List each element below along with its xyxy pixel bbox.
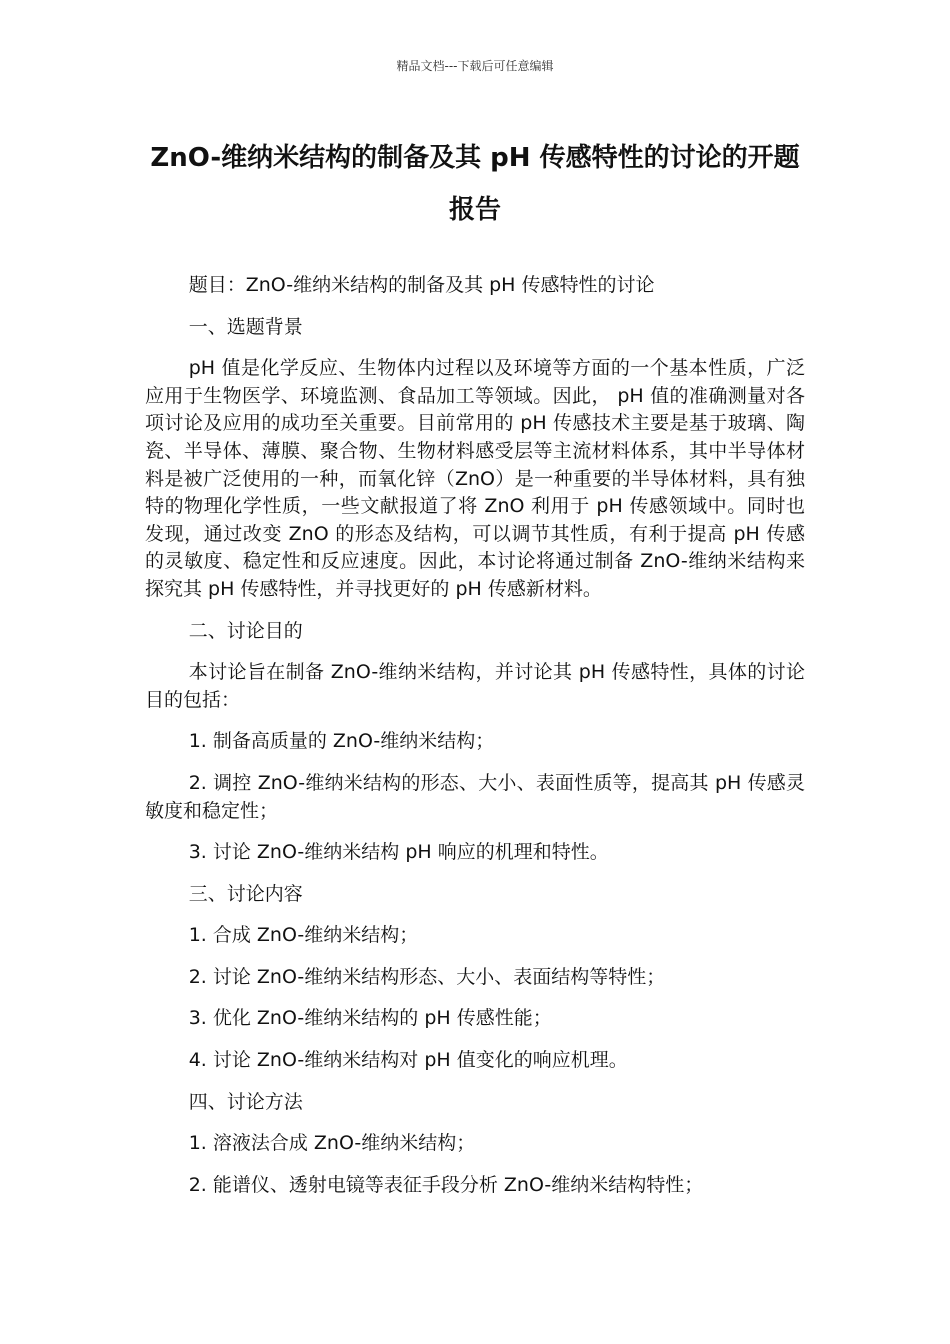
section-heading-method: 四、讨论方法 (188, 1090, 303, 1113)
document-body (145, 272, 805, 1213)
purpose-item: 3. 讨论 ZnO-维纳米结构 pH 响应的机理和特性。 (188, 841, 609, 864)
document-title: ZnO-维纳米结构的制备及其 pH 传感特性的讨论的开题报告 (150, 143, 800, 225)
section-heading-purpose: 二、讨论目的 (188, 619, 303, 642)
content-item: 3. 优化 ZnO-维纳米结构的 pH 传感性能； (188, 1007, 552, 1030)
header-note: 精品文档---下载后可任意编辑 (396, 59, 554, 73)
content-item: 4. 讨论 ZnO-维纳米结构对 pH 值变化的响应机理。 (188, 1049, 628, 1072)
purpose-item: 2. 调控 ZnO-维纳米结构的形态、大小、表面性质等，提高其 pH 传感灵敏度和稳定性； (145, 771, 805, 822)
background-paragraph: pH 值是化学反应、生物体内过程以及环境等方面的一个基本性质，广泛应用于生物医学、环境监测、食品加工等领域。因此， pH 值的准确测量对各项讨论及应用的成功至关重要。目前常用的 pH 传感技术主要是基于玻璃、陶瓷、半导体、薄膜、聚合物、生物材料感受层等主流材料体系，其中半导体材料是被广泛使用的一种，而氧化锌（ZnO）是一种重要的半导体材料，具有独特的物理化学性质，一些文献报道了将 ZnO 利用于 pH 传感领域中。同时也发现，通过改变 ZnO 的形态及结构，可以调节其性质，有利于提高 pH 传感的灵敏度、稳定性和反应速度。因此，本讨论将通过制备 ZnO-维纳米结构来探究其 pH 传感特性，并寻找更好的 pH 传感新材料。 (145, 357, 805, 600)
purpose-intro-paragraph: 本讨论旨在制备 ZnO-维纳米结构，并讨论其 pH 传感特性，具体的讨论目的包括： (145, 661, 805, 711)
section-heading-background: 一、选题背景 (188, 315, 303, 338)
method-item: 2. 能谱仪、透射电镜等表征手段分析 ZnO-维纳米结构特性； (188, 1173, 704, 1196)
topic-line: 题目：ZnO-维纳米结构的制备及其 pH 传感特性的讨论 (188, 274, 655, 296)
content-item: 1. 合成 ZnO-维纳米结构； (188, 924, 419, 947)
section-heading-content: 三、讨论内容 (188, 882, 303, 905)
method-item: 1. 溶液法合成 ZnO-维纳米结构； (188, 1132, 476, 1155)
content-item: 2. 讨论 ZnO-维纳米结构形态、大小、表面结构等特性； (188, 965, 666, 988)
purpose-item: 1. 制备高质量的 ZnO-维纳米结构； (188, 730, 495, 753)
